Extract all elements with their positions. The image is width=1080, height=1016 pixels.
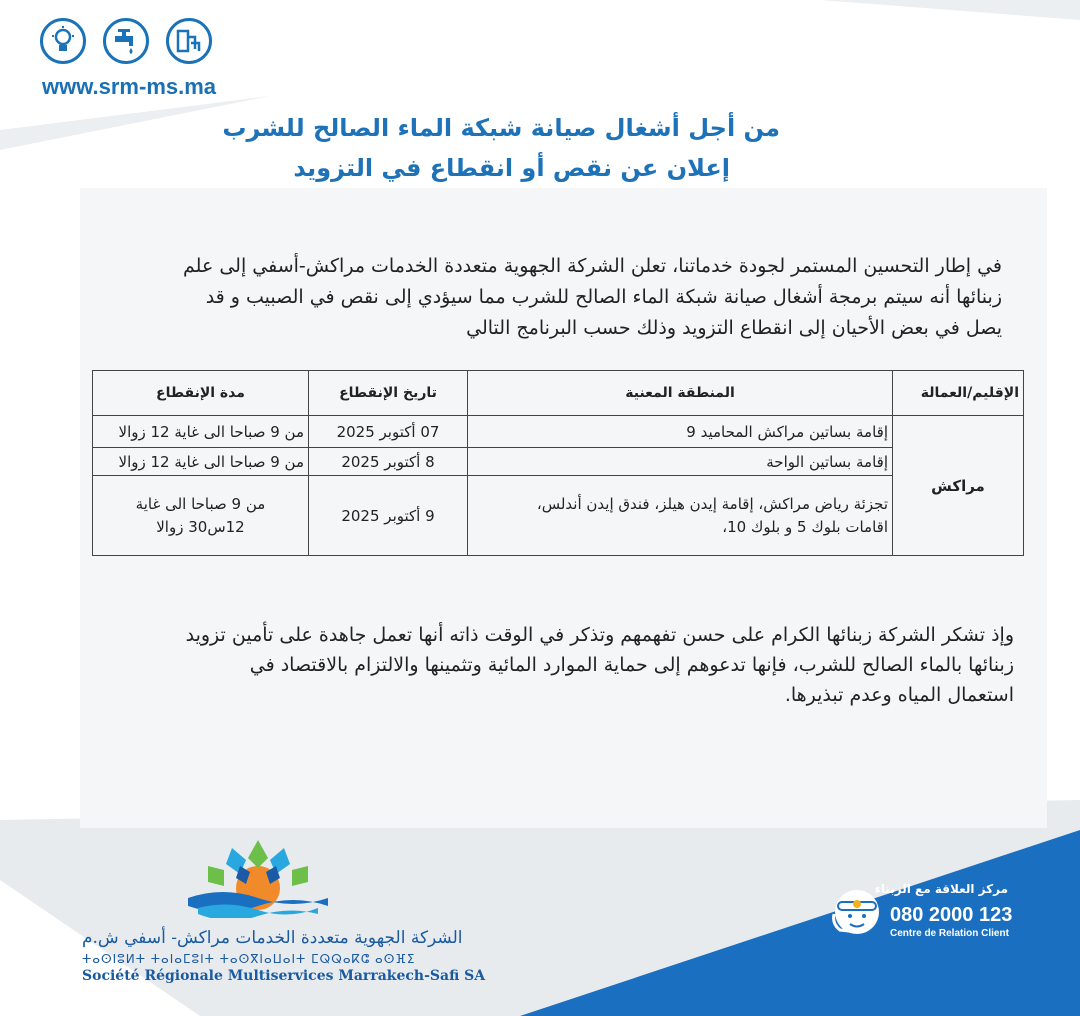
table-row [93,448,1024,476]
date-cell: 07 أكتوبر 2025 [309,416,468,448]
province-cell: مراكش [893,416,1024,556]
duration-cell: من 9 صباحا الى غاية 12 زوالا [93,448,309,476]
header-province: الإقليم/العمالة [893,371,1024,416]
closing-line1: وإذ تشكر الشركة زبنائها الكرام على حسن تفهمهم وتذكر في الوقت ذاته أنها تعمل جاهدة على تأمين تزويد [185,624,1014,646]
header-duration: مدة الإنقطاع [93,371,309,416]
duration-line1: من 9 صباحا الى غاية [135,494,266,513]
intro-line2: زبنائها أنه سيتم برمجة أشغال صيانة شبكة الماء الصالح للشرب مما سيؤدي إلى نقص في الصبيب و قد [205,286,1002,308]
area-line2: اقامات بلوك 5 و بلوك 10، [722,517,888,536]
duration-line2: 12س30 زوالا [156,517,245,536]
closing-paragraph [90,620,1014,710]
table-row [93,416,1024,448]
lightbulb-icon [40,18,86,64]
intro-line1: في إطار التحسين المستمر لجودة خدماتنا، تعلن الشركة الجهوية متعددة الخدمات مراكش-أسفي إلى علم [183,255,1002,277]
header-area: المنطقة المعنية [468,371,893,416]
company-name-tifinagh: ⵜⴰⵙⵏⵓⵍⵜ ⵜⴰⵏⴰⵎⵓⵏⵜ ⵜⴰⵙⴳⵏⴰⵡⴰⵏⵜ ⵎⵕⵕⴰⴽⵛ ⴰⵙⴼⵉ [82,952,416,966]
announcement-title-line2: إعلان عن نقص أو انقطاع في التزويد [293,154,730,182]
duration-cell [93,476,309,556]
area-cell [468,476,893,556]
intro-line3: يصل في بعض الأحيان إلى انقطاع التزويد وذلك حسب البرنامج التالي [466,317,1002,339]
area-cell: إقامة بساتين مراكش المحاميد 9 [468,416,893,448]
intro-paragraph [90,251,1002,344]
outage-schedule-table [92,370,1024,556]
date-cell: 8 أكتوبر 2025 [309,448,468,476]
area-cell: إقامة بساتين الواحة [468,448,893,476]
call-center-phone[interactable]: 080 2000 123 [890,904,1013,926]
company-logo [188,838,328,918]
call-center-label-arabic: مركز العلاقة مع الزبناء [874,882,1008,896]
header-date: تاريخ الإنقطاع [309,371,468,416]
water-tap-icon [103,18,149,64]
table-header-row [93,371,1024,416]
closing-line3: استعمال المياه وعدم تبذيرها. [784,684,1014,706]
table-row [93,476,1024,556]
sanitation-icon [166,18,212,64]
area-line1: تجزئة رياض مراكش، إقامة إيدن هيلز، فندق إيدن أندلس، [536,494,888,513]
announcement-title-line1: من أجل أشغال صيانة شبكة الماء الصالح للشرب [222,114,780,142]
call-center-label-french: Centre de Relation Client [890,928,1009,939]
website-url[interactable]: www.srm-ms.ma [42,74,217,99]
date-cell: 9 أكتوبر 2025 [309,476,468,556]
service-icons [40,18,212,64]
company-name-french: Société Régionale Multiservices Marrakech-Safi SA [82,968,486,984]
closing-line2: زبنائها بالماء الصالح للشرب، فإنها تدعوهم إلى حماية الموارد المائية وتثمينها والالتزام بالاقتصاد في [249,654,1014,676]
duration-cell: من 9 صباحا الى غاية 12 زوالا [93,416,309,448]
company-name-arabic: الشركة الجهوية متعددة الخدمات مراكش- أسفي ش.م [82,928,463,948]
